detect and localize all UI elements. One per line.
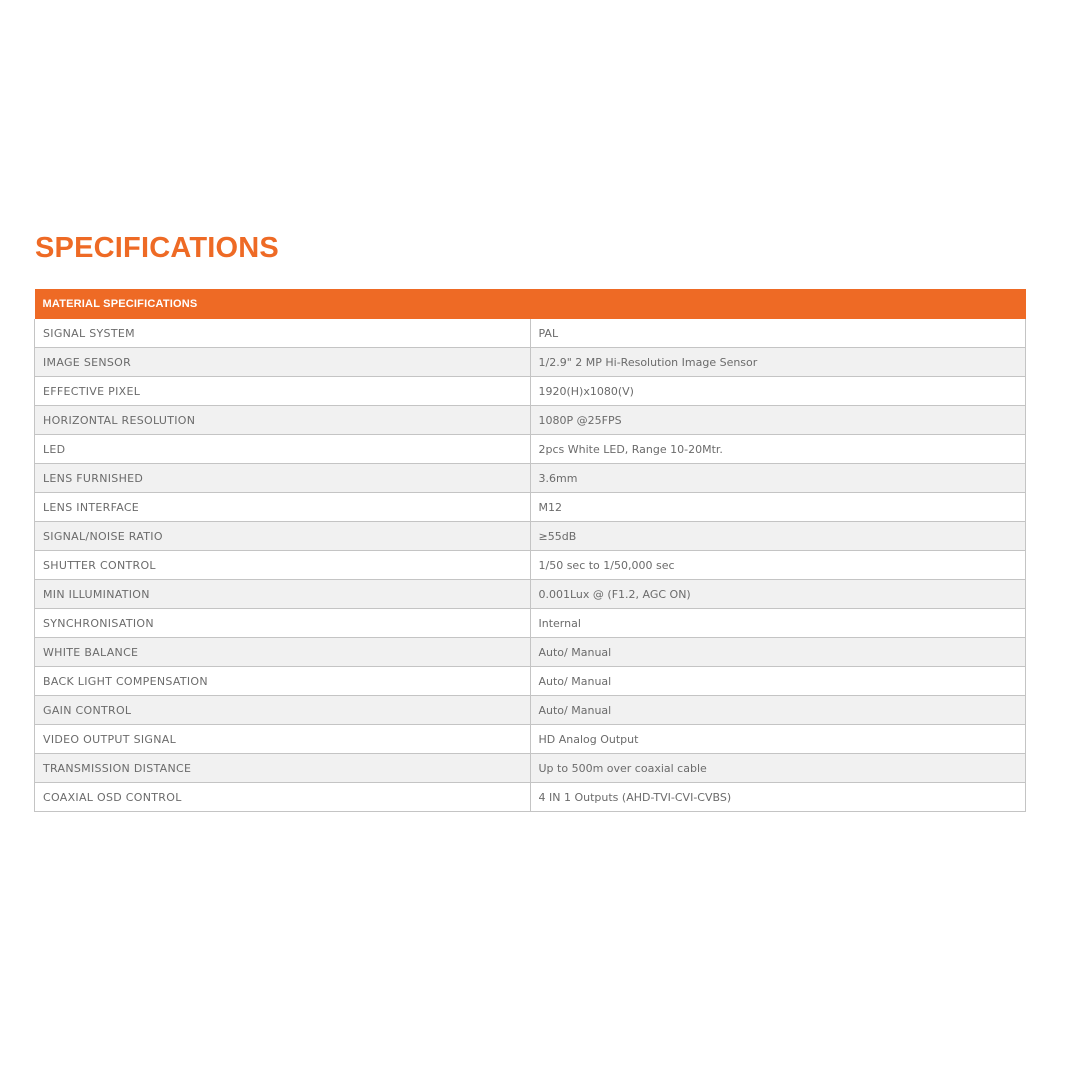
spec-value: M12: [530, 493, 1026, 522]
spec-value: 4 IN 1 Outputs (AHD-TVI-CVI-CVBS): [530, 783, 1026, 812]
table-row: [35, 754, 1026, 783]
table-row: [35, 377, 1026, 406]
spec-value: HD Analog Output: [530, 725, 1026, 754]
table-row: [35, 493, 1026, 522]
spec-parameter: LENS INTERFACE: [35, 493, 531, 522]
table-row: [35, 406, 1026, 435]
spec-parameter: IMAGE SENSOR: [35, 348, 531, 377]
table-header: MATERIAL SPECIFICATIONS: [35, 289, 1026, 319]
spec-value: 1/2.9" 2 MP Hi-Resolution Image Sensor: [530, 348, 1026, 377]
spec-value: ≥55dB: [530, 522, 1026, 551]
spec-value: 0.001Lux @ (F1.2, AGC ON): [530, 580, 1026, 609]
page-title: SPECIFICATIONS: [35, 232, 279, 264]
table-row: [35, 580, 1026, 609]
table-row: [35, 696, 1026, 725]
table-row: [35, 319, 1026, 348]
spec-parameter: GAIN CONTROL: [35, 696, 531, 725]
table-row: [35, 667, 1026, 696]
spec-parameter: SYNCHRONISATION: [35, 609, 531, 638]
spec-value: Auto/ Manual: [530, 667, 1026, 696]
spec-table: [34, 289, 1026, 812]
spec-value: Auto/ Manual: [530, 696, 1026, 725]
spec-value: 1/50 sec to 1/50,000 sec: [530, 551, 1026, 580]
table-row: [35, 783, 1026, 812]
spec-parameter: SIGNAL/NOISE RATIO: [35, 522, 531, 551]
table-row: [35, 435, 1026, 464]
spec-value: Auto/ Manual: [530, 638, 1026, 667]
table-row: [35, 464, 1026, 493]
spec-parameter: LED: [35, 435, 531, 464]
table-row: [35, 551, 1026, 580]
spec-parameter: SHUTTER CONTROL: [35, 551, 531, 580]
spec-value: Up to 500m over coaxial cable: [530, 754, 1026, 783]
spec-table-body: [35, 319, 1026, 812]
table-header-row: [35, 289, 1026, 319]
spec-parameter: LENS FURNISHED: [35, 464, 531, 493]
spec-parameter: TRANSMISSION DISTANCE: [35, 754, 531, 783]
spec-parameter: VIDEO OUTPUT SIGNAL: [35, 725, 531, 754]
spec-parameter: SIGNAL SYSTEM: [35, 319, 531, 348]
spec-value: 3.6mm: [530, 464, 1026, 493]
spec-parameter: MIN ILLUMINATION: [35, 580, 531, 609]
spec-value: 1080P @25FPS: [530, 406, 1026, 435]
table-row: [35, 638, 1026, 667]
spec-value: 1920(H)x1080(V): [530, 377, 1026, 406]
table-row: [35, 609, 1026, 638]
table-row: [35, 348, 1026, 377]
spec-parameter: BACK LIGHT COMPENSATION: [35, 667, 531, 696]
spec-parameter: WHITE BALANCE: [35, 638, 531, 667]
table-row: [35, 522, 1026, 551]
spec-value: Internal: [530, 609, 1026, 638]
spec-value: 2pcs White LED, Range 10-20Mtr.: [530, 435, 1026, 464]
spec-value: PAL: [530, 319, 1026, 348]
spec-parameter: COAXIAL OSD CONTROL: [35, 783, 531, 812]
spec-parameter: HORIZONTAL RESOLUTION: [35, 406, 531, 435]
spec-parameter: EFFECTIVE PIXEL: [35, 377, 531, 406]
table-row: [35, 725, 1026, 754]
